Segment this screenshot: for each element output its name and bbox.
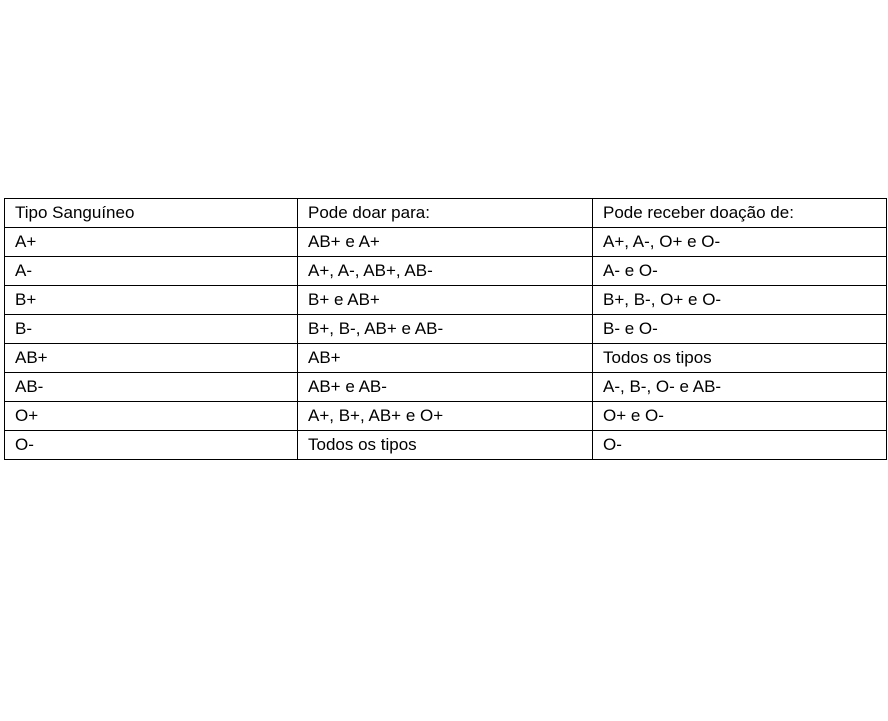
table-row <box>5 402 887 431</box>
blood-type-cell: A+ <box>5 228 298 257</box>
donate-to-cell: B+, B-, AB+ e AB- <box>298 315 593 344</box>
receive-from-cell: B+, B-, O+ e O- <box>593 286 887 315</box>
donate-to-cell: AB+ e A+ <box>298 228 593 257</box>
donate-to-cell: AB+ e AB- <box>298 373 593 402</box>
receive-from-cell: B- e O- <box>593 315 887 344</box>
header-can-receive-from: Pode receber doação de: <box>593 199 887 228</box>
receive-from-cell: A-, B-, O- e AB- <box>593 373 887 402</box>
table-row <box>5 431 887 460</box>
table-row <box>5 315 887 344</box>
header-blood-type: Tipo Sanguíneo <box>5 199 298 228</box>
table-row <box>5 257 887 286</box>
table-row <box>5 286 887 315</box>
receive-from-cell: Todos os tipos <box>593 344 887 373</box>
table-row <box>5 228 887 257</box>
header-can-donate-to: Pode doar para: <box>298 199 593 228</box>
donate-to-cell: B+ e AB+ <box>298 286 593 315</box>
table-row <box>5 344 887 373</box>
blood-type-cell: A- <box>5 257 298 286</box>
donate-to-cell: AB+ <box>298 344 593 373</box>
blood-type-cell: O+ <box>5 402 298 431</box>
receive-from-cell: O- <box>593 431 887 460</box>
receive-from-cell: A- e O- <box>593 257 887 286</box>
donate-to-cell: A+, B+, AB+ e O+ <box>298 402 593 431</box>
blood-type-table <box>4 198 887 460</box>
blood-type-cell: AB- <box>5 373 298 402</box>
donate-to-cell: A+, A-, AB+, AB- <box>298 257 593 286</box>
donate-to-cell: Todos os tipos <box>298 431 593 460</box>
receive-from-cell: A+, A-, O+ e O- <box>593 228 887 257</box>
blood-type-cell: AB+ <box>5 344 298 373</box>
blood-type-cell: B- <box>5 315 298 344</box>
receive-from-cell: O+ e O- <box>593 402 887 431</box>
blood-type-cell: O- <box>5 431 298 460</box>
blood-type-cell: B+ <box>5 286 298 315</box>
table-row <box>5 373 887 402</box>
table-header-row <box>5 199 887 228</box>
